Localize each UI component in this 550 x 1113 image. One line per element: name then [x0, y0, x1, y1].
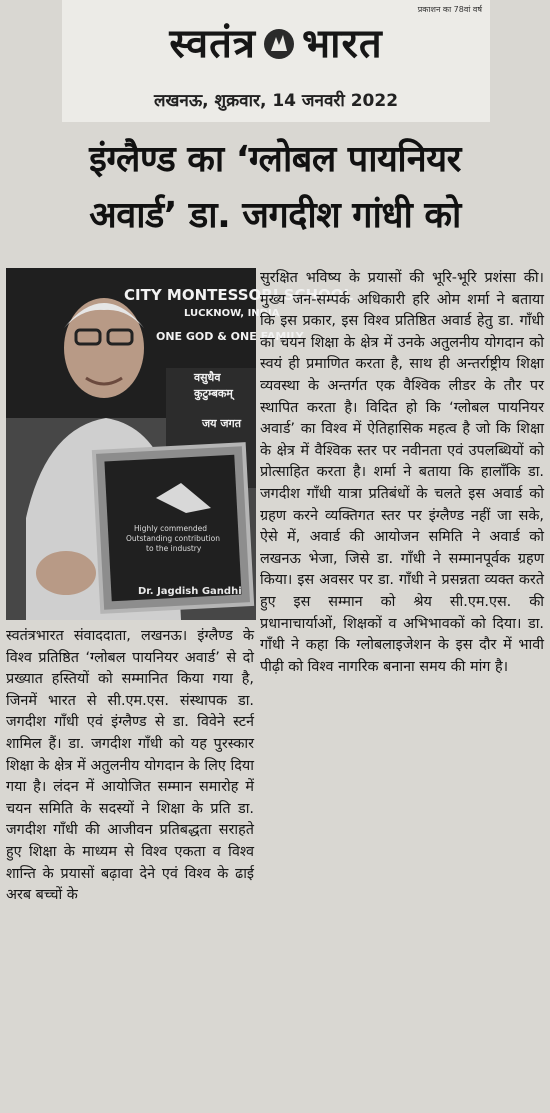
award-recipient-name: Dr. Jagdish Gandhi: [138, 586, 242, 597]
headline: [0, 132, 550, 244]
article-text-left: स्वतंत्रभारत संवाददाता, लखनऊ। इंग्लैण्ड के विश्व प्रतिष्ठित ‘ग्लोबल पायनियर अवार्ड’ से दो प्रख्यात हस्तियों को सम्मानित किया गया है, जिनमें भारत से सी.एम.एस. संस्थापक डा. जगदीश गाँधी एवं इंग्लैण्ड से डा. विवेने स्टर्न शामिल हैं। डा. जगदीश गाँधी को यह पुरस्कार शिक्षा के क्षेत्र में अतुलनीय योगदान के लिए दिया गया है। लंदन में आयोजित सम्मान समारोह में चयन समिति के सदस्यों ने शिक्षा के प्रति डा. जगदीश गाँधी की आजीवन प्रतिबद्धता सराहते हुए शिक्षा के माध्यम से विश्व एकता व विश्व शान्ति के प्रयासों बढ़ावा देने एवं विश्व के ढाई अरब बच्चों के: [6, 628, 254, 904]
masthead: [62, 0, 490, 122]
emblem-icon: [262, 24, 296, 58]
headline-line-1: इंग्लैण्ड का ‘ग्लोबल पायनियर: [89, 139, 461, 180]
award-text-3: to the industry: [146, 544, 202, 553]
award-text-2: Outstanding contribution: [126, 534, 220, 543]
banner-school-name: CITY MONTESSORI SCHOOL: [124, 286, 354, 304]
tagline: प्रकाशन का 78वां वर्ष: [417, 5, 482, 14]
headline-line-2: अवार्ड’ डा. जगदीश गांधी को: [89, 195, 461, 236]
banner-motto: ONE GOD & ONE FAMILY: [156, 330, 304, 343]
award-text-1: Highly commended: [134, 524, 207, 533]
banner-jai-jagat: जय जगत: [202, 417, 241, 430]
newspaper-name-left: स्वतंत्र: [169, 20, 257, 67]
banner-hindi-motto: वसुधैव कुटुम्बकम्: [194, 371, 233, 400]
article-column-left: [6, 626, 254, 907]
article-column-right: [260, 268, 544, 678]
dateline: लखनऊ, शुक्रवार, 14 जनवरी 2022: [153, 91, 399, 111]
newspaper-name-right: भारत: [302, 20, 383, 67]
article-text-right: सुरक्षित भविष्य के प्रयासों की भूरि-भूरि प्रशंसा की। मुख्य जन-सम्पर्क अधिकारी हरि ओम शर्मा ने बताया कि इस प्रकार, इस विश्व प्रतिष्ठित अवार्ड हेतु डा. गाँधी का चयन शिक्षा के क्षेत्र में उनके अतुलनीय योगदान को स्वयं ही प्रमाणित करता है, साथ ही अन्तर्राष्ट्रीय शिक्षा व्यवस्था के अन्तर्गत एक वैश्विक लीडर के तौर पर स्थापित करता है। विदित हो कि ‘ग्लोबल पायनियर अवार्ड’ का विश्व में ऐतिहासिक महत्व है जो कि शिक्षा के क्षेत्र में वैश्विक स्तर पर नवीनता एवं उपलब्धियों को प्रोत्साहित करता है। शर्मा ने बताया कि हालाँकि डा. जगदीश गाँधी यात्रा प्रतिबंधों के चलते इस अवार्ड को ग्रहण करने व्यक्तिगत स्तर पर इंग्लैण्ड नहीं जा सके, ऐसे में, अवार्ड की आयोजन समिति ने अवार्ड को लखनऊ भेजा, जिसे डा. गाँधी ने सम्मानपूर्वक ग्रहण किया। इस अवसर पर डा. गाँधी ने प्रसन्नता व्यक्त करते हुए इस सम्मान को श्रेय सी.एम.एस. की प्रधानाचार्याओं, शिक्षकों व अभिभावकों को दिया। डा. गाँधी ने कहा कि ग्लोबलाइजेशन के इस दौर में भावी पीढ़ी को विश्व नागरिक बनाना समय की मांग है।: [260, 270, 544, 675]
banner-location: LUCKNOW, INDIA: [184, 308, 280, 319]
article-photo: [6, 268, 354, 620]
newspaper-name: [62, 14, 490, 69]
